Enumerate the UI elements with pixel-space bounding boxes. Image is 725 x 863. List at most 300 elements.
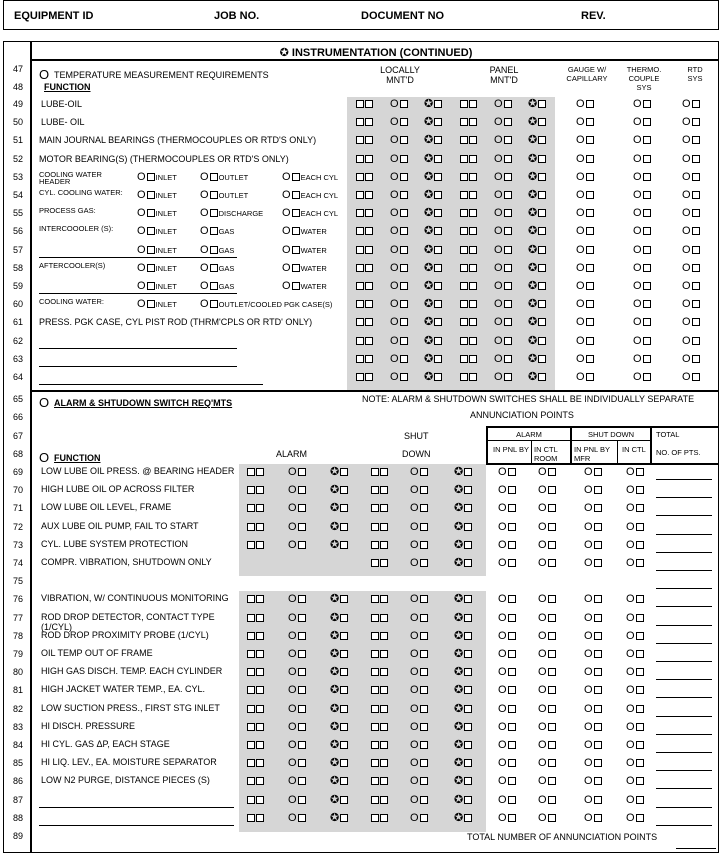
option-radio[interactable] — [282, 208, 338, 219]
selection-checkbox[interactable] — [494, 299, 512, 310]
annunciation-checkbox[interactable] — [626, 813, 644, 824]
total-points-blank[interactable] — [656, 515, 712, 516]
option-radio[interactable] — [200, 208, 263, 219]
selection-checkbox[interactable] — [682, 208, 700, 219]
selection-checkbox[interactable] — [390, 336, 408, 347]
selection-checkbox[interactable] — [576, 226, 594, 237]
selection-checkbox[interactable] — [424, 208, 442, 219]
selection-checkbox[interactable] — [528, 299, 546, 310]
total-points-blank[interactable] — [656, 734, 712, 735]
annunciation-checkbox[interactable] — [584, 667, 602, 678]
annunciation-checkbox[interactable] — [626, 649, 644, 660]
alarm-checkbox[interactable] — [247, 631, 264, 642]
alarm-checkbox[interactable] — [330, 758, 348, 769]
selection-checkbox[interactable] — [460, 154, 477, 165]
option-radio[interactable] — [200, 190, 248, 201]
shutdown-checkbox[interactable] — [454, 522, 472, 533]
shutdown-checkbox[interactable] — [371, 795, 388, 806]
annunciation-checkbox[interactable] — [584, 704, 602, 715]
annunciation-checkbox[interactable] — [626, 613, 644, 624]
selection-checkbox[interactable] — [682, 154, 700, 165]
shutdown-checkbox[interactable] — [371, 594, 388, 605]
alarm-checkbox[interactable] — [288, 485, 306, 496]
annunciation-checkbox[interactable] — [498, 795, 516, 806]
shutdown-checkbox[interactable] — [454, 467, 472, 478]
total-points-blank[interactable] — [656, 625, 712, 626]
total-points-blank[interactable] — [656, 697, 712, 698]
selection-checkbox[interactable] — [424, 372, 442, 383]
alarm-checkbox[interactable] — [330, 795, 348, 806]
shutdown-checkbox[interactable] — [454, 740, 472, 751]
option-radio[interactable] — [282, 226, 327, 237]
shutdown-checkbox[interactable] — [410, 667, 428, 678]
selection-checkbox[interactable] — [424, 154, 442, 165]
alarm-checkbox[interactable] — [247, 758, 264, 769]
alarm-checkbox[interactable] — [247, 795, 264, 806]
selection-checkbox[interactable] — [528, 99, 546, 110]
selection-checkbox[interactable] — [460, 190, 477, 201]
alarm-checkbox[interactable] — [288, 813, 306, 824]
annunciation-checkbox[interactable] — [498, 740, 516, 751]
annunciation-checkbox[interactable] — [538, 667, 556, 678]
selection-checkbox[interactable] — [633, 154, 651, 165]
annunciation-checkbox[interactable] — [626, 758, 644, 769]
selection-checkbox[interactable] — [390, 263, 408, 274]
alarm-checkbox[interactable] — [330, 485, 348, 496]
annunciation-checkbox[interactable] — [626, 631, 644, 642]
shutdown-checkbox[interactable] — [454, 813, 472, 824]
option-radio[interactable] — [137, 299, 177, 310]
selection-checkbox[interactable] — [356, 172, 373, 183]
shutdown-checkbox[interactable] — [410, 503, 428, 514]
annunciation-checkbox[interactable] — [626, 467, 644, 478]
shutdown-checkbox[interactable] — [371, 740, 388, 751]
selection-checkbox[interactable] — [494, 263, 512, 274]
shutdown-checkbox[interactable] — [454, 758, 472, 769]
annunciation-checkbox[interactable] — [626, 776, 644, 787]
alarm-checkbox[interactable] — [247, 594, 264, 605]
selection-checkbox[interactable] — [390, 317, 408, 328]
alarm-checkbox[interactable] — [247, 776, 264, 787]
option-radio[interactable] — [137, 245, 177, 256]
alarm-checkbox[interactable] — [288, 649, 306, 660]
blank-entry-line[interactable] — [39, 825, 234, 826]
annunciation-checkbox[interactable] — [538, 613, 556, 624]
shutdown-checkbox[interactable] — [410, 631, 428, 642]
selection-checkbox[interactable] — [460, 299, 477, 310]
annunciation-checkbox[interactable] — [584, 776, 602, 787]
shutdown-checkbox[interactable] — [371, 704, 388, 715]
selection-checkbox[interactable] — [576, 190, 594, 201]
selection-checkbox[interactable] — [494, 208, 512, 219]
selection-checkbox[interactable] — [576, 354, 594, 365]
option-radio[interactable] — [282, 263, 327, 274]
annunciation-checkbox[interactable] — [538, 813, 556, 824]
shutdown-checkbox[interactable] — [454, 485, 472, 496]
shutdown-checkbox[interactable] — [454, 503, 472, 514]
alarm-checkbox[interactable] — [288, 631, 306, 642]
selection-checkbox[interactable] — [633, 263, 651, 274]
selection-checkbox[interactable] — [633, 299, 651, 310]
selection-checkbox[interactable] — [576, 336, 594, 347]
selection-checkbox[interactable] — [682, 317, 700, 328]
annunciation-checkbox[interactable] — [498, 776, 516, 787]
alarm-checkbox[interactable] — [247, 685, 264, 696]
annunciation-checkbox[interactable] — [498, 649, 516, 660]
annunciation-checkbox[interactable] — [498, 631, 516, 642]
selection-checkbox[interactable] — [528, 281, 546, 292]
selection-checkbox[interactable] — [356, 226, 373, 237]
annunciation-checkbox[interactable] — [584, 649, 602, 660]
alarm-checkbox[interactable] — [288, 795, 306, 806]
alarm-checkbox[interactable] — [330, 813, 348, 824]
option-radio[interactable] — [137, 190, 177, 201]
selection-checkbox[interactable] — [682, 245, 700, 256]
selection-checkbox[interactable] — [424, 281, 442, 292]
shutdown-checkbox[interactable] — [454, 722, 472, 733]
alarm-checkbox[interactable] — [288, 522, 306, 533]
selection-checkbox[interactable] — [633, 117, 651, 128]
alarm-checkbox[interactable] — [288, 722, 306, 733]
selection-checkbox[interactable] — [633, 281, 651, 292]
selection-checkbox[interactable] — [460, 226, 477, 237]
shutdown-checkbox[interactable] — [371, 540, 388, 551]
shutdown-checkbox[interactable] — [371, 685, 388, 696]
annunciation-checkbox[interactable] — [498, 613, 516, 624]
option-radio[interactable] — [200, 245, 234, 256]
total-points-blank[interactable] — [656, 788, 712, 789]
selection-checkbox[interactable] — [424, 172, 442, 183]
selection-checkbox[interactable] — [424, 245, 442, 256]
option-radio[interactable] — [282, 281, 327, 292]
annunciation-checkbox[interactable] — [584, 740, 602, 751]
annunciation-checkbox[interactable] — [584, 631, 602, 642]
shutdown-checkbox[interactable] — [454, 649, 472, 660]
annunciation-checkbox[interactable] — [626, 685, 644, 696]
alarm-checkbox[interactable] — [247, 740, 264, 751]
selection-checkbox[interactable] — [494, 336, 512, 347]
selection-checkbox[interactable] — [424, 336, 442, 347]
selection-checkbox[interactable] — [460, 317, 477, 328]
total-points-blank[interactable] — [656, 825, 712, 826]
annunciation-checkbox[interactable] — [538, 776, 556, 787]
alarm-checkbox[interactable] — [288, 685, 306, 696]
shutdown-checkbox[interactable] — [371, 649, 388, 660]
alarm-checkbox[interactable] — [330, 503, 348, 514]
annunciation-checkbox[interactable] — [538, 631, 556, 642]
shutdown-checkbox[interactable] — [410, 649, 428, 660]
total-points-blank[interactable] — [656, 679, 712, 680]
annunciation-checkbox[interactable] — [498, 813, 516, 824]
selection-checkbox[interactable] — [494, 99, 512, 110]
alarm-checkbox[interactable] — [330, 594, 348, 605]
selection-checkbox[interactable] — [390, 245, 408, 256]
shutdown-checkbox[interactable] — [454, 776, 472, 787]
annunciation-checkbox[interactable] — [538, 795, 556, 806]
selection-checkbox[interactable] — [682, 226, 700, 237]
annunciation-checkbox[interactable] — [498, 485, 516, 496]
annunciation-checkbox[interactable] — [626, 667, 644, 678]
selection-checkbox[interactable] — [390, 117, 408, 128]
option-radio[interactable] — [200, 226, 234, 237]
selection-checkbox[interactable] — [528, 245, 546, 256]
option-radio[interactable] — [282, 190, 338, 201]
shutdown-checkbox[interactable] — [371, 503, 388, 514]
alarm-checkbox[interactable] — [330, 704, 348, 715]
annunciation-checkbox[interactable] — [538, 704, 556, 715]
alarm-checkbox[interactable] — [247, 467, 264, 478]
annunciation-checkbox[interactable] — [626, 540, 644, 551]
selection-checkbox[interactable] — [424, 135, 442, 146]
selection-checkbox[interactable] — [494, 245, 512, 256]
selection-checkbox[interactable] — [494, 372, 512, 383]
shutdown-checkbox[interactable] — [371, 631, 388, 642]
selection-checkbox[interactable] — [494, 190, 512, 201]
shutdown-checkbox[interactable] — [454, 613, 472, 624]
selection-checkbox[interactable] — [682, 99, 700, 110]
annunciation-checkbox[interactable] — [626, 795, 644, 806]
alarm-checkbox[interactable] — [330, 776, 348, 787]
total-points-blank[interactable] — [656, 497, 712, 498]
selection-checkbox[interactable] — [356, 99, 373, 110]
shutdown-checkbox[interactable] — [410, 795, 428, 806]
selection-checkbox[interactable] — [424, 99, 442, 110]
annunciation-checkbox[interactable] — [498, 685, 516, 696]
annunciation-checkbox[interactable] — [626, 704, 644, 715]
selection-checkbox[interactable] — [494, 317, 512, 328]
annunciation-checkbox[interactable] — [498, 540, 516, 551]
total-points-blank[interactable] — [656, 807, 712, 808]
alarm-checkbox[interactable] — [288, 594, 306, 605]
annunciation-checkbox[interactable] — [584, 613, 602, 624]
selection-checkbox[interactable] — [682, 263, 700, 274]
annunciation-checkbox[interactable] — [584, 558, 602, 569]
shutdown-checkbox[interactable] — [454, 795, 472, 806]
shutdown-checkbox[interactable] — [410, 467, 428, 478]
annunciation-checkbox[interactable] — [498, 522, 516, 533]
selection-checkbox[interactable] — [356, 117, 373, 128]
selection-checkbox[interactable] — [390, 226, 408, 237]
selection-checkbox[interactable] — [356, 245, 373, 256]
alarm-checkbox[interactable] — [288, 667, 306, 678]
annunciation-checkbox[interactable] — [498, 722, 516, 733]
shutdown-checkbox[interactable] — [371, 558, 388, 569]
annunciation-checkbox[interactable] — [538, 685, 556, 696]
shutdown-checkbox[interactable] — [410, 540, 428, 551]
selection-checkbox[interactable] — [682, 354, 700, 365]
selection-checkbox[interactable] — [356, 190, 373, 201]
annunciation-checkbox[interactable] — [626, 740, 644, 751]
selection-checkbox[interactable] — [390, 190, 408, 201]
total-points-blank[interactable] — [656, 643, 712, 644]
shutdown-checkbox[interactable] — [410, 740, 428, 751]
alarm-checkbox[interactable] — [330, 613, 348, 624]
selection-checkbox[interactable] — [576, 154, 594, 165]
selection-checkbox[interactable] — [528, 372, 546, 383]
option-radio[interactable] — [200, 299, 332, 310]
selection-checkbox[interactable] — [494, 117, 512, 128]
shutdown-checkbox[interactable] — [410, 722, 428, 733]
shutdown-checkbox[interactable] — [410, 522, 428, 533]
selection-checkbox[interactable] — [424, 117, 442, 128]
shutdown-checkbox[interactable] — [410, 558, 428, 569]
annunciation-checkbox[interactable] — [626, 558, 644, 569]
option-radio[interactable] — [200, 263, 234, 274]
annunciation-checkbox[interactable] — [538, 722, 556, 733]
option-radio[interactable] — [137, 208, 177, 219]
selection-checkbox[interactable] — [576, 99, 594, 110]
annunciation-checkbox[interactable] — [498, 503, 516, 514]
annunciation-checkbox[interactable] — [538, 558, 556, 569]
selection-checkbox[interactable] — [576, 372, 594, 383]
selection-checkbox[interactable] — [356, 135, 373, 146]
total-points-blank[interactable] — [656, 479, 712, 480]
selection-checkbox[interactable] — [528, 208, 546, 219]
annunciation-checkbox[interactable] — [626, 522, 644, 533]
selection-checkbox[interactable] — [633, 354, 651, 365]
selection-checkbox[interactable] — [576, 281, 594, 292]
selection-checkbox[interactable] — [682, 117, 700, 128]
shutdown-checkbox[interactable] — [410, 613, 428, 624]
selection-checkbox[interactable] — [424, 299, 442, 310]
shutdown-checkbox[interactable] — [454, 704, 472, 715]
selection-checkbox[interactable] — [528, 317, 546, 328]
selection-checkbox[interactable] — [390, 208, 408, 219]
selection-checkbox[interactable] — [633, 372, 651, 383]
shutdown-checkbox[interactable] — [410, 594, 428, 605]
annunciation-checkbox[interactable] — [498, 667, 516, 678]
alarm-checkbox[interactable] — [288, 613, 306, 624]
annunciation-checkbox[interactable] — [538, 522, 556, 533]
selection-checkbox[interactable] — [576, 299, 594, 310]
annunciation-checkbox[interactable] — [626, 594, 644, 605]
alarm-checkbox[interactable] — [330, 685, 348, 696]
selection-checkbox[interactable] — [460, 135, 477, 146]
alarm-checkbox[interactable] — [330, 722, 348, 733]
selection-checkbox[interactable] — [460, 263, 477, 274]
shutdown-checkbox[interactable] — [410, 485, 428, 496]
total-points-blank[interactable] — [656, 716, 712, 717]
selection-checkbox[interactable] — [424, 354, 442, 365]
selection-checkbox[interactable] — [528, 154, 546, 165]
selection-checkbox[interactable] — [356, 263, 373, 274]
shutdown-checkbox[interactable] — [410, 758, 428, 769]
annunciation-checkbox[interactable] — [584, 467, 602, 478]
selection-checkbox[interactable] — [576, 117, 594, 128]
alarm-checkbox[interactable] — [247, 540, 264, 551]
selection-checkbox[interactable] — [682, 281, 700, 292]
selection-checkbox[interactable] — [494, 154, 512, 165]
annunciation-checkbox[interactable] — [584, 485, 602, 496]
shutdown-checkbox[interactable] — [454, 631, 472, 642]
selection-checkbox[interactable] — [528, 172, 546, 183]
annunciation-checkbox[interactable] — [626, 503, 644, 514]
annunciation-checkbox[interactable] — [498, 594, 516, 605]
annunciation-checkbox[interactable] — [538, 594, 556, 605]
annunciation-checkbox[interactable] — [498, 758, 516, 769]
selection-checkbox[interactable] — [633, 245, 651, 256]
total-points-blank[interactable] — [656, 570, 712, 571]
shutdown-checkbox[interactable] — [371, 467, 388, 478]
selection-checkbox[interactable] — [424, 226, 442, 237]
selection-checkbox[interactable] — [633, 135, 651, 146]
annunciation-checkbox[interactable] — [584, 522, 602, 533]
blank-entry-line[interactable] — [39, 293, 237, 294]
selection-checkbox[interactable] — [576, 172, 594, 183]
alarm-checkbox[interactable] — [330, 467, 348, 478]
alarm-checkbox[interactable] — [247, 722, 264, 733]
annunciation-checkbox[interactable] — [498, 704, 516, 715]
total-points-blank[interactable] — [656, 552, 712, 553]
option-radio[interactable] — [137, 226, 177, 237]
option-radio[interactable] — [137, 281, 177, 292]
alarm-checkbox[interactable] — [247, 813, 264, 824]
selection-checkbox[interactable] — [390, 154, 408, 165]
option-radio[interactable] — [137, 172, 177, 183]
selection-checkbox[interactable] — [460, 172, 477, 183]
selection-checkbox[interactable] — [390, 354, 408, 365]
shutdown-checkbox[interactable] — [371, 758, 388, 769]
alarm-checkbox[interactable] — [247, 485, 264, 496]
selection-checkbox[interactable] — [528, 135, 546, 146]
total-points-blank[interactable] — [656, 770, 712, 771]
selection-checkbox[interactable] — [528, 354, 546, 365]
option-radio[interactable] — [282, 172, 338, 183]
shutdown-checkbox[interactable] — [371, 776, 388, 787]
selection-checkbox[interactable] — [356, 354, 373, 365]
selection-checkbox[interactable] — [576, 208, 594, 219]
blank-entry-line[interactable] — [39, 257, 237, 258]
selection-checkbox[interactable] — [390, 372, 408, 383]
selection-checkbox[interactable] — [633, 99, 651, 110]
annunciation-checkbox[interactable] — [538, 485, 556, 496]
selection-checkbox[interactable] — [528, 190, 546, 201]
selection-checkbox[interactable] — [460, 245, 477, 256]
annunciation-checkbox[interactable] — [538, 540, 556, 551]
annunciation-checkbox[interactable] — [584, 594, 602, 605]
selection-checkbox[interactable] — [356, 154, 373, 165]
selection-checkbox[interactable] — [494, 135, 512, 146]
selection-checkbox[interactable] — [390, 135, 408, 146]
alarm-checkbox[interactable] — [247, 522, 264, 533]
selection-checkbox[interactable] — [460, 208, 477, 219]
alarm-checkbox[interactable] — [288, 467, 306, 478]
shutdown-checkbox[interactable] — [454, 594, 472, 605]
selection-checkbox[interactable] — [633, 336, 651, 347]
alarm-checkbox[interactable] — [288, 740, 306, 751]
alarm-checkbox[interactable] — [330, 522, 348, 533]
annunciation-checkbox[interactable] — [626, 485, 644, 496]
annunciation-checkbox[interactable] — [538, 649, 556, 660]
annunciation-checkbox[interactable] — [538, 758, 556, 769]
selection-checkbox[interactable] — [460, 281, 477, 292]
selection-checkbox[interactable] — [390, 299, 408, 310]
selection-checkbox[interactable] — [528, 117, 546, 128]
shutdown-checkbox[interactable] — [371, 522, 388, 533]
annunciation-checkbox[interactable] — [584, 813, 602, 824]
annunciation-checkbox[interactable] — [584, 540, 602, 551]
selection-checkbox[interactable] — [576, 245, 594, 256]
selection-checkbox[interactable] — [460, 354, 477, 365]
option-radio[interactable] — [137, 263, 177, 274]
selection-checkbox[interactable] — [576, 263, 594, 274]
selection-checkbox[interactable] — [390, 99, 408, 110]
annunciation-checkbox[interactable] — [498, 558, 516, 569]
shutdown-checkbox[interactable] — [410, 813, 428, 824]
annunciation-checkbox[interactable] — [538, 740, 556, 751]
alarm-checkbox[interactable] — [247, 503, 264, 514]
shutdown-checkbox[interactable] — [454, 667, 472, 678]
